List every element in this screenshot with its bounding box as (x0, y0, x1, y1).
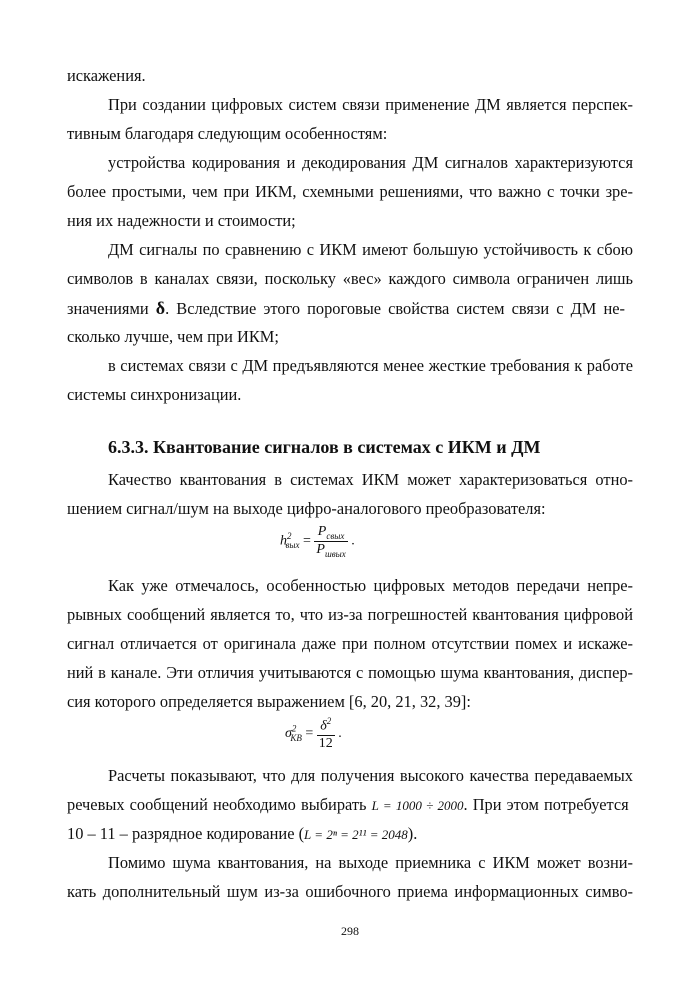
text-line (67, 824, 633, 845)
section-heading: 6.3.3. Квантование сигналов в системах с ИКМ и ДМ (108, 437, 541, 457)
formula-quantization-noise: $\sigma^2_{КВ}$ = $\frac{\delta^2}{12}$ . (285, 716, 342, 751)
inline-formula: L = 2ⁿ = 2¹¹ = 2048 (304, 827, 408, 842)
text-line: искажения. (67, 66, 146, 85)
text-line: рывных сообщений является то, что из-за погрешностей квантования цифровой (67, 605, 633, 624)
paragraph-line: Расчеты показывают, что для получения высокого качества передаваемых (108, 766, 633, 785)
text-line: более простыми, чем при ИКМ, схемными решениями, что важно с точки зре- (67, 182, 633, 201)
text-line: сигнал отличается от оригинала даже при полном отсутствии помех и искаже- (67, 634, 633, 653)
text-fragment: значениями (67, 299, 156, 318)
text-line: ния их надежности и стоимости; (67, 211, 296, 230)
paragraph-line: в системах связи с ДМ предъявляются менее жесткие требования к работе (108, 356, 633, 375)
text-line: сия которого определяется выражением [6, 20, 21, 32, 39]: (67, 692, 471, 711)
paragraph-line: Качество квантования в системах ИКМ может характеризоваться отно- (108, 470, 633, 489)
text-line: системы синхронизации. (67, 385, 242, 404)
formula-snr: $h^2_{вых}$ = $\frac{P_{свых}}{P_{швых}}$ . (280, 524, 355, 559)
paragraph-line: устройства кодирования и декодирования ДМ сигналов характеризуются (108, 153, 633, 172)
text-line: кать дополнительный шум из-за ошибочного приема информационных симво- (67, 882, 633, 901)
text-fragment: . Вследствие этого пороговые свойства систем связи с ДМ не- (165, 299, 625, 318)
text-line: сколько лучше, чем при ИКМ; (67, 327, 279, 346)
delta-symbol: δ (155, 298, 166, 318)
paragraph-line: При создании цифровых систем связи применение ДМ является перспек- (108, 95, 633, 114)
formula-fraction: $\frac{\delta^2}{12}$ (318, 716, 333, 751)
text-fragment: . При этом потребуется (463, 795, 629, 814)
inline-formula: L = 1000 ÷ 2000 (371, 798, 464, 813)
paragraph-line: ДМ сигналы по сравнению с ИКМ имеют большую устойчивость к сбою (108, 240, 633, 259)
paragraph-line: Как уже отмечалось, особенностью цифровых методов передачи непре- (108, 576, 633, 595)
formula-fraction: $\frac{P_{свых}}{P_{швых}}$ (316, 524, 346, 559)
text-fragment: ). (407, 824, 418, 843)
text-line (67, 795, 633, 816)
text-line (67, 298, 633, 319)
page-number: 298 (341, 924, 359, 938)
paragraph-line: Помимо шума квантования, на выходе приемника с ИКМ может возни- (108, 853, 633, 872)
text-line: шением сигнал/шум на выходе цифро-аналогового преобразователя: (67, 499, 546, 518)
text-fragment: 10 – 11 – разрядное кодирование ( (67, 824, 305, 843)
text-fragment: речевых сообщений необходимо выбирать (67, 795, 372, 814)
text-line: тивным благодаря следующим особенностям: (67, 124, 388, 143)
text-line: символов в каналах связи, поскольку «вес» каждого символа ограничен лишь (67, 269, 633, 288)
text-line: ний в канале. Эти отличия учитываются с помощью шума квантования, диспер- (67, 663, 633, 682)
